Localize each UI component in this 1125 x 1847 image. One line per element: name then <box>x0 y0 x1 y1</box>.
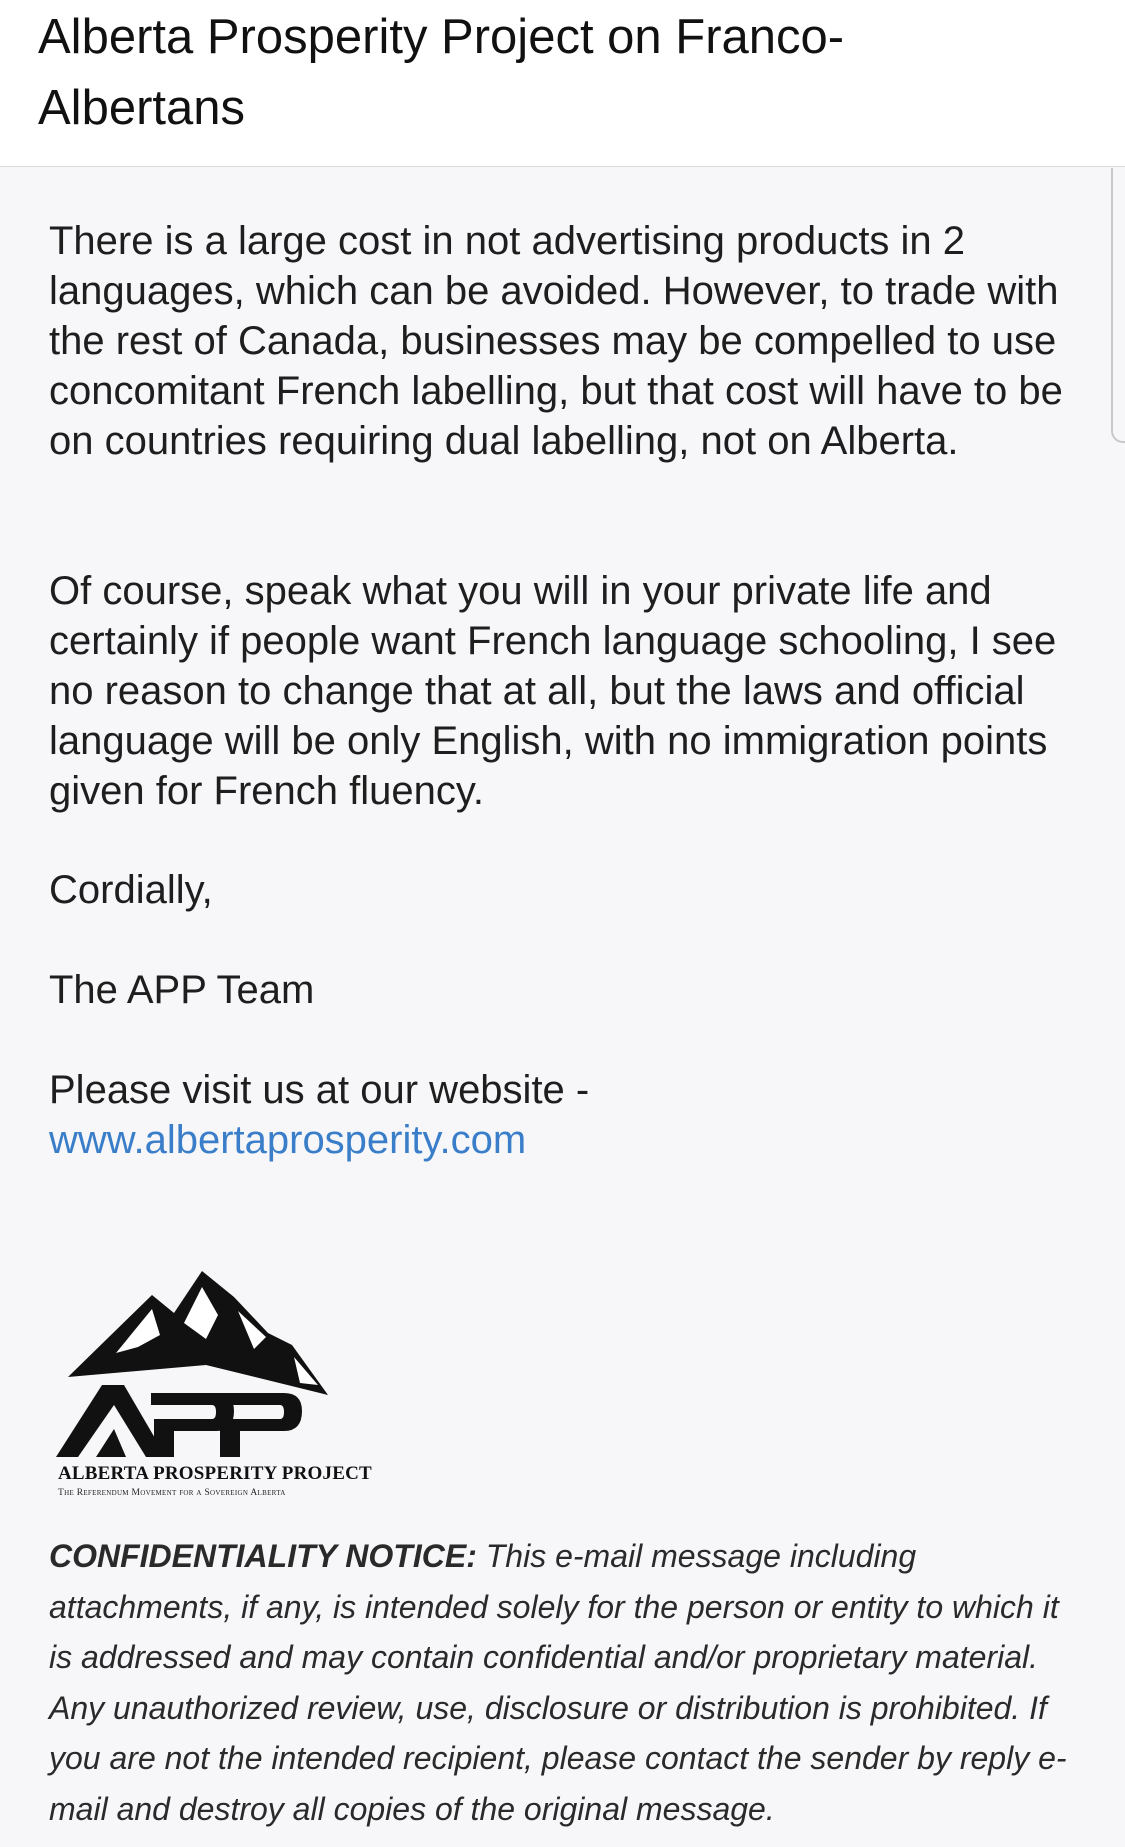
logo-title: ALBERTA PROSPERITY PROJECT <box>58 1463 372 1484</box>
email-header <box>0 0 1125 167</box>
scrollbar[interactable] <box>1111 168 1125 443</box>
email-subject: Alberta Prosperity Project on Franco-Albertans <box>38 10 845 135</box>
website-line <box>49 1065 1089 1165</box>
notice-label: CONFIDENTIALITY NOTICE: <box>49 1538 477 1574</box>
logo-tagline: The Referendum Movement for a Sovereign Alberta <box>58 1488 286 1498</box>
body-paragraph-1: There is a large cost in not advertising products in 2 languages, which can be avoided. However, to trade with the rest of Canada, businesses may be compelled to use concomitant French labelling, but that cost will have to be on countries requiring dual labelling, not on Alberta. <box>49 219 1063 463</box>
website-prompt: Please visit us at our website - <box>49 1068 590 1112</box>
notice-text: This e-mail message including attachments, if any, is intended solely for the person or entity to which it is addressed and may contain confidential and/or proprietary material. Any unauthorized review, use, disclosure or distribution is prohibited. If you are not the intended recipient, please contact the sender by reply e-mail and destroy all copies of the original message. <box>49 1538 1067 1827</box>
website-link[interactable]: www.albertaprosperity.com <box>49 1118 527 1162</box>
body-paragraph-2: Of course, speak what you will in your private life and certainly if people want French language schooling, I see no reason to change that at all, but the laws and official language will be only English, with no immigration points given for French fluency. <box>49 569 1057 813</box>
signature: The APP Team <box>49 968 315 1012</box>
closing: Cordially, <box>49 868 213 912</box>
confidentiality-notice <box>49 1531 1089 1834</box>
